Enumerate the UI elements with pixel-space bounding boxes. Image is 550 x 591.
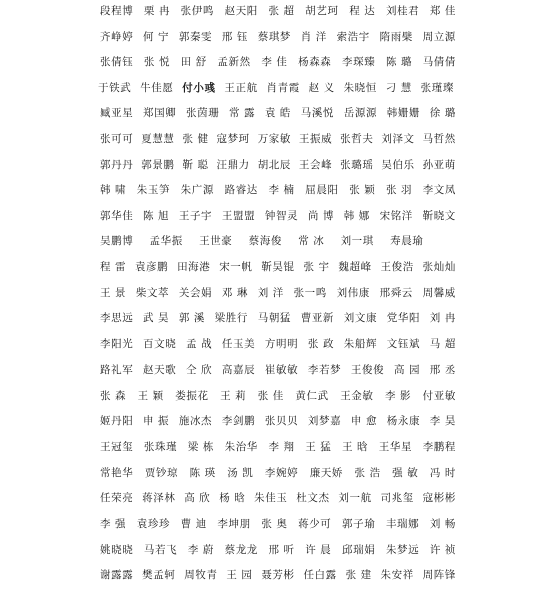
person-name: 周立源 xyxy=(422,30,456,43)
person-name: 王子宇 xyxy=(178,209,213,222)
person-name: 朱治华 xyxy=(224,440,258,453)
person-name: 邢 钰 xyxy=(221,30,249,43)
name-row xyxy=(100,1,456,22)
name-row xyxy=(98,78,454,99)
person-name: 程 达 xyxy=(349,5,376,17)
person-name: 朱船辉 xyxy=(343,338,378,351)
person-name: 邢 丞 xyxy=(429,363,456,376)
person-name: 任白露 xyxy=(303,569,337,582)
person-name: 张 建 xyxy=(345,569,372,582)
person-name: 韩 啸 xyxy=(100,184,127,197)
person-name: 王金敏 xyxy=(340,389,374,402)
person-name: 郑国卿 xyxy=(143,107,177,120)
person-name: 付小彧 xyxy=(182,81,216,94)
person-name: 张瑾璨 xyxy=(420,81,454,94)
person-name: 靳昊锟 xyxy=(261,261,295,273)
person-name: 王 晗 xyxy=(342,440,369,453)
person-name: 李鹏程 xyxy=(422,440,456,453)
name-row xyxy=(100,514,456,535)
person-name: 樊孟轲 xyxy=(142,569,176,582)
person-name: 王 园 xyxy=(226,569,253,582)
name-row xyxy=(100,386,456,407)
person-name: 王会峰 xyxy=(298,158,333,171)
person-name: 王俊浩 xyxy=(380,261,414,273)
person-name: 万家敏 xyxy=(257,133,292,145)
person-name: 王 颖 xyxy=(137,389,164,402)
name-row xyxy=(100,103,456,124)
person-name: 刘伟康 xyxy=(336,286,370,299)
person-name: 朱梦远 xyxy=(385,543,420,556)
person-name: 曹亚新 xyxy=(300,312,335,325)
person-name: 刘 冉 xyxy=(429,312,456,325)
person-name: 王正航 xyxy=(224,81,258,94)
person-name: 王 景 xyxy=(100,286,127,299)
person-name: 申 愈 xyxy=(350,415,378,428)
person-name: 夏慧慧 xyxy=(141,133,175,145)
name-row xyxy=(100,308,456,329)
person-name: 郑 佳 xyxy=(429,5,456,17)
person-name: 刘文康 xyxy=(343,312,378,325)
name-row xyxy=(100,488,456,509)
person-name: 屈晨阳 xyxy=(305,184,339,197)
person-name: 宋铭洋 xyxy=(379,209,413,222)
name-row xyxy=(100,360,456,381)
person-name: 寇彬彬 xyxy=(422,492,456,505)
person-name: 仝 欣 xyxy=(186,363,213,376)
person-name: 刘 畅 xyxy=(429,518,456,530)
person-name: 姬丹阳 xyxy=(100,415,134,428)
person-name: 柴文萃 xyxy=(135,286,170,299)
name-row xyxy=(100,129,456,150)
person-name: 袁彦鹏 xyxy=(134,261,169,273)
person-name: 张可可 xyxy=(100,133,134,145)
person-name: 刘 洋 xyxy=(257,286,284,299)
person-name: 施冰杰 xyxy=(178,415,213,428)
person-name: 马朝猛 xyxy=(257,312,292,325)
person-name: 张 浩 xyxy=(354,466,381,479)
name-row xyxy=(100,411,456,432)
person-name: 张 羽 xyxy=(385,184,413,197)
person-name: 宋一帆 xyxy=(219,261,253,273)
person-name: 张 政 xyxy=(307,338,335,351)
person-name: 姚晓晓 xyxy=(100,543,134,556)
person-name: 张一鸣 xyxy=(293,286,327,299)
name-row xyxy=(100,257,456,278)
person-name: 栗 冉 xyxy=(143,5,171,17)
person-name: 梁胜行 xyxy=(214,312,249,325)
person-name: 李 影 xyxy=(385,389,412,402)
person-name: 赵 义 xyxy=(308,81,335,94)
name-row xyxy=(100,540,456,561)
name-row xyxy=(100,27,456,48)
person-name: 周馨威 xyxy=(422,286,456,299)
person-name: 武 昊 xyxy=(143,312,170,325)
person-name: 周牧青 xyxy=(184,569,218,582)
person-name: 寇梦珂 xyxy=(216,133,250,145)
person-name: 张珠瑾 xyxy=(143,440,178,453)
person-name: 高嘉辰 xyxy=(221,363,256,376)
person-name: 王盟盟 xyxy=(221,209,256,222)
person-name: 邓 琳 xyxy=(221,286,249,299)
person-name: 廉天娇 xyxy=(309,466,344,479)
person-name: 吴鹏博 xyxy=(100,235,134,248)
person-name: 张 超 xyxy=(268,5,295,17)
name-row xyxy=(100,437,456,458)
person-name: 许 晨 xyxy=(305,543,332,556)
person-name: 任玉美 xyxy=(221,338,256,351)
person-name: 肖青霞 xyxy=(266,81,300,94)
person-name: 李若梦 xyxy=(307,363,342,376)
person-name: 张哲夫 xyxy=(340,133,374,145)
person-name: 蒋泽林 xyxy=(142,492,176,505)
person-name: 张 健 xyxy=(182,133,209,145)
person-name: 李剑鹏 xyxy=(221,415,256,428)
person-name: 郭景鹏 xyxy=(141,158,175,171)
person-name: 朱玉笋 xyxy=(136,184,171,197)
name-row xyxy=(100,283,456,304)
person-name: 张贝贝 xyxy=(264,415,299,428)
person-name: 李思远 xyxy=(100,312,134,325)
person-name: 杜文杰 xyxy=(296,492,330,505)
person-name: 丰瑞娜 xyxy=(385,518,420,530)
person-name: 贾钞琼 xyxy=(144,466,179,479)
person-name: 谢露露 xyxy=(100,569,134,582)
person-name: 李坤朋 xyxy=(217,518,251,530)
person-name: 王世豪 xyxy=(199,235,233,248)
person-name: 赵天歌 xyxy=(143,363,177,376)
person-name: 肖 洋 xyxy=(300,30,327,43)
person-name: 张 悦 xyxy=(143,56,171,69)
person-name: 李阳光 xyxy=(100,338,134,351)
person-name: 常艳华 xyxy=(100,466,134,479)
person-name: 汤 凯 xyxy=(227,466,254,479)
person-name: 张茵珊 xyxy=(186,107,220,120)
person-name: 寿晨瑜 xyxy=(390,235,424,248)
person-name: 靳 聪 xyxy=(182,158,209,171)
name-row xyxy=(100,180,456,201)
name-row xyxy=(100,52,456,73)
person-name: 张 宇 xyxy=(303,261,330,273)
person-name: 郭丹丹 xyxy=(100,158,134,171)
name-row xyxy=(100,155,456,176)
name-row xyxy=(100,565,456,586)
person-name: 魏超峰 xyxy=(338,261,372,273)
person-name: 强 敏 xyxy=(392,466,419,479)
person-name: 李 佳 xyxy=(261,56,288,69)
person-name: 韩姗姗 xyxy=(386,107,421,120)
person-name: 郭 溪 xyxy=(178,312,205,325)
person-name: 刘桂君 xyxy=(385,5,420,17)
person-name: 何 宁 xyxy=(143,30,170,43)
person-name: 孙亚萌 xyxy=(422,158,456,171)
person-name: 索浩宇 xyxy=(336,30,370,43)
person-name: 王 猛 xyxy=(305,440,332,453)
person-name: 朱佳玉 xyxy=(254,492,288,505)
person-name: 黄仁武 xyxy=(295,389,329,402)
person-name: 梁 栋 xyxy=(187,440,214,453)
person-name: 申 振 xyxy=(143,415,170,428)
person-name: 陈 璐 xyxy=(385,56,413,69)
person-name: 付亚敏 xyxy=(422,389,456,402)
person-name: 张倩钰 xyxy=(100,56,134,69)
person-name: 党华阳 xyxy=(386,312,421,325)
person-name: 陈 旭 xyxy=(143,209,170,222)
person-name: 马若飞 xyxy=(143,543,178,556)
person-name: 尚 博 xyxy=(307,209,335,222)
person-name: 蔡琪梦 xyxy=(257,30,292,43)
person-name: 王华星 xyxy=(378,440,413,453)
person-name: 马 超 xyxy=(429,338,456,351)
name-row xyxy=(100,463,456,484)
person-name: 邢舜云 xyxy=(379,286,413,299)
person-name: 胡北辰 xyxy=(257,158,292,171)
person-name: 邱瑞娟 xyxy=(342,543,376,556)
person-name: 张 佳 xyxy=(257,389,284,402)
person-name: 张 森 xyxy=(100,389,127,402)
person-name: 李 强 xyxy=(100,518,127,530)
person-name: 袁珍珍 xyxy=(136,518,171,530)
person-name: 郭秦雯 xyxy=(178,30,213,43)
person-name: 朱晓恒 xyxy=(343,81,377,94)
person-name: 李 昊 xyxy=(429,415,456,428)
person-name: 臧亚星 xyxy=(100,107,134,120)
person-name: 隋雨檗 xyxy=(379,30,413,43)
person-name: 崔敏敏 xyxy=(264,363,299,376)
person-name: 王 莉 xyxy=(220,389,247,402)
person-name: 郭华佳 xyxy=(100,209,134,222)
name-row xyxy=(100,334,456,355)
person-name: 张灿灿 xyxy=(422,261,456,273)
person-name: 蒋少可 xyxy=(298,518,332,530)
person-name: 刁 慧 xyxy=(385,81,412,94)
person-name: 陈 瑛 xyxy=(189,466,216,479)
person-name: 常 露 xyxy=(229,107,256,120)
person-name: 杨森森 xyxy=(298,56,332,69)
person-name: 刘泽文 xyxy=(381,133,415,145)
person-name: 冯 时 xyxy=(429,466,456,479)
person-name: 钟智灵 xyxy=(264,209,299,222)
person-name: 高 欣 xyxy=(184,492,211,505)
person-name: 张 奥 xyxy=(261,518,288,530)
person-name: 关会娟 xyxy=(178,286,213,299)
person-name: 邢 听 xyxy=(268,543,295,556)
person-name: 王俊俊 xyxy=(350,363,385,376)
person-name: 王振威 xyxy=(298,133,333,145)
person-name: 李 翔 xyxy=(268,440,295,453)
person-name: 牛佳愿 xyxy=(140,81,174,94)
person-name: 朱广源 xyxy=(180,184,214,197)
person-name: 于铁武 xyxy=(98,81,132,94)
person-name: 汪鼎力 xyxy=(216,158,250,171)
person-name: 朱安祥 xyxy=(380,569,414,582)
person-name: 李琛臻 xyxy=(342,56,376,69)
person-name: 路睿达 xyxy=(224,184,258,197)
person-name: 韩 娜 xyxy=(343,209,370,222)
person-name: 刘一航 xyxy=(338,492,372,505)
name-row xyxy=(100,231,456,252)
person-name: 高 园 xyxy=(393,363,421,376)
person-name: 孟新然 xyxy=(217,56,251,69)
person-name: 孟 战 xyxy=(186,338,213,351)
person-name: 李 楠 xyxy=(268,184,295,197)
person-name: 岳源源 xyxy=(343,107,378,120)
person-name: 段程博 xyxy=(100,5,134,17)
person-name: 刘一琪 xyxy=(340,235,374,248)
person-name: 路礼军 xyxy=(100,363,134,376)
person-name: 文钰斌 xyxy=(386,338,421,351)
person-name: 娄振花 xyxy=(175,389,209,402)
person-name: 蔡龙龙 xyxy=(224,543,258,556)
person-name: 李文凤 xyxy=(422,184,456,197)
person-name: 马溪悦 xyxy=(300,107,335,120)
person-name: 袁 皓 xyxy=(264,107,292,120)
person-name: 李婉婷 xyxy=(264,466,299,479)
person-name: 张伊鸣 xyxy=(180,5,214,17)
person-name: 蔡海俊 xyxy=(248,235,282,248)
person-name: 齐峥婷 xyxy=(100,30,134,43)
person-name: 许 祯 xyxy=(429,543,456,556)
person-name: 李 蔚 xyxy=(187,543,214,556)
person-name: 任荣亮 xyxy=(100,492,134,505)
person-name: 郭子瑜 xyxy=(342,518,376,530)
person-name: 杨永康 xyxy=(386,415,421,428)
person-name: 刘梦嘉 xyxy=(307,415,342,428)
person-name: 王冠玺 xyxy=(100,440,134,453)
person-name: 司兆玺 xyxy=(380,492,414,505)
person-name: 马倩倩 xyxy=(422,56,456,69)
person-name: 张 颖 xyxy=(349,184,376,197)
person-name: 赵天阳 xyxy=(224,5,258,17)
person-name: 周阵锋 xyxy=(422,569,456,582)
person-name: 百文晓 xyxy=(143,338,177,351)
person-name: 程 雷 xyxy=(100,261,127,273)
person-name: 杨 晗 xyxy=(219,492,246,505)
person-name: 曹 迪 xyxy=(180,518,207,530)
person-name: 常 冰 xyxy=(298,235,325,248)
person-name: 靳晓文 xyxy=(422,209,456,222)
person-name: 田 舒 xyxy=(180,56,207,69)
person-name: 张璐瑶 xyxy=(340,158,374,171)
person-name: 聂芳彬 xyxy=(261,569,295,582)
person-name: 马哲然 xyxy=(422,133,456,145)
person-name: 田海港 xyxy=(177,261,211,273)
person-name: 方明明 xyxy=(264,338,299,351)
person-name: 孟华振 xyxy=(149,235,183,248)
person-name: 徐 璐 xyxy=(429,107,456,120)
person-name: 吴伯乐 xyxy=(381,158,415,171)
person-name: 胡艺珂 xyxy=(305,5,339,17)
name-row xyxy=(100,206,456,227)
